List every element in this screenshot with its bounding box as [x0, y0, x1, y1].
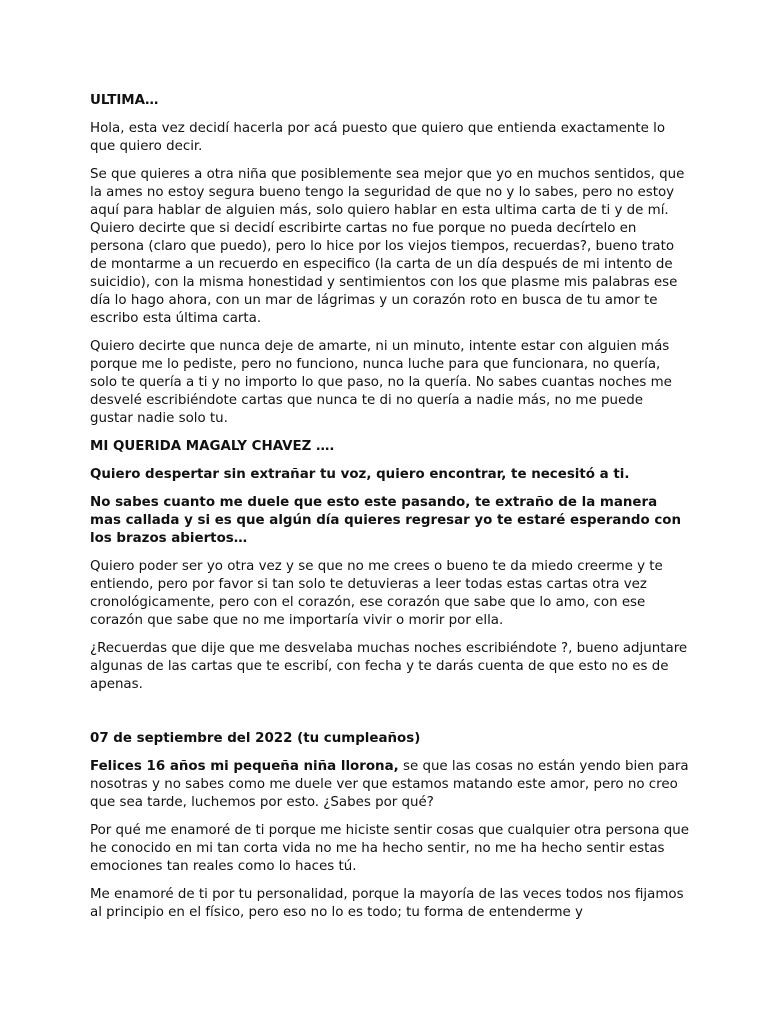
bold-line-wake-up: Quiero despertar sin extrañar tu voz, quiero encontrar, te necesitó a ti.: [90, 467, 630, 482]
dedication-heading: MI QUERIDA MAGALY CHAVEZ ….: [90, 439, 335, 454]
birthday-greeting: Felices 16 años mi pequeña niña llorona,: [90, 759, 399, 774]
paragraph-intro: Hola, esta vez decidí hacerla por acá puesto que quiero que entienda exactamente lo que quiero decir.: [90, 121, 666, 154]
paragraph-never-stopped: Quiero decirte que nunca deje de amarte, ni un minuto, intente estar con alguien más porque me lo pediste, pero no funciono, nunca luche para que funcionara, no quería, solo te quería a ti y no importo lo que paso, no la quería. No sabes cuantas noches me desvelé escribiéndote cartas que nunca te di no quería a nadie más, no me puede gustar nadie solo tu.: [90, 339, 672, 426]
letter-date-heading: 07 de septiembre del 2022 (tu cumpleaños): [90, 731, 421, 746]
bold-paragraph-waiting: No sabes cuanto me duele que esto este pasando, te extraño de la manera mas callada y si es que algún día quieres regresar yo te estaré esperando con los brazos abiertos…: [90, 495, 682, 546]
paragraph-other-girl: Se que quieres a otra niña que posiblemente sea mejor que yo en muchos sentidos, que la ames no estoy segura bueno tengo la seguridad de que no y lo sabes, pero no estoy aquí para hablar de alguien más, solo quiero hablar en esta ultima carta de ti y de mí. Quiero decirte que si decidí escribirte cartas no fue porque no pueda decírtelo en persona (claro que puedo), pero lo hice por los viejos tiempos, recuerdas?, bueno trato de montarme a un recuerdo en especifico (la carta de un día después de mi intento de suicidio), con la misma honestidad y sentimientos con los que plasme mis palabras ese día lo hago ahora, con un mar de lágrimas y un corazón roto en busca de tu amor te escribo esta última carta.: [90, 167, 685, 326]
paragraph-be-myself: Quiero poder ser yo otra vez y se que no me crees o bueno te da miedo creerme y te entiendo, pero por favor si tan solo te detuvieras a leer todas estas cartas otra vez cronológicamente, pero con el corazón, ese corazón que sabe que lo amo, con ese corazón que sabe que no me importaría vivir o morir por ella.: [90, 559, 663, 628]
section-spacer: [90, 704, 690, 730]
paragraph-attached-letters: ¿Recuerdas que dije que me desvelaba muchas noches escribiéndote ?, bueno adjuntare algunas de las cartas que te escribí, con fecha y te darás cuenta de que esto no es de apenas.: [90, 641, 688, 692]
birthday-text: se que las cosas no están yendo bien para nosotras y no sabes como me duele ver que estamos matando este amor, pero no creo que sea tarde, luchemos por esto. ¿Sabes por qué?: [90, 759, 689, 810]
paragraph-birthday: [90, 758, 690, 812]
paragraph-why-love: Por qué me enamoré de ti porque me hiciste sentir cosas que cualquier otra persona que he conocido en mi tan corta vida no me ha hecho sentir, no me ha hecho sentir estas emociones tan reales como lo haces tú.: [90, 823, 690, 874]
document-title: ULTIMA…: [90, 93, 159, 108]
document-page: [90, 92, 690, 932]
paragraph-personality: Me enamoré de ti por tu personalidad, porque la mayoría de las veces todos nos fijamos al principio en el físico, pero eso no lo es todo; tu forma de entenderme y: [90, 887, 684, 920]
